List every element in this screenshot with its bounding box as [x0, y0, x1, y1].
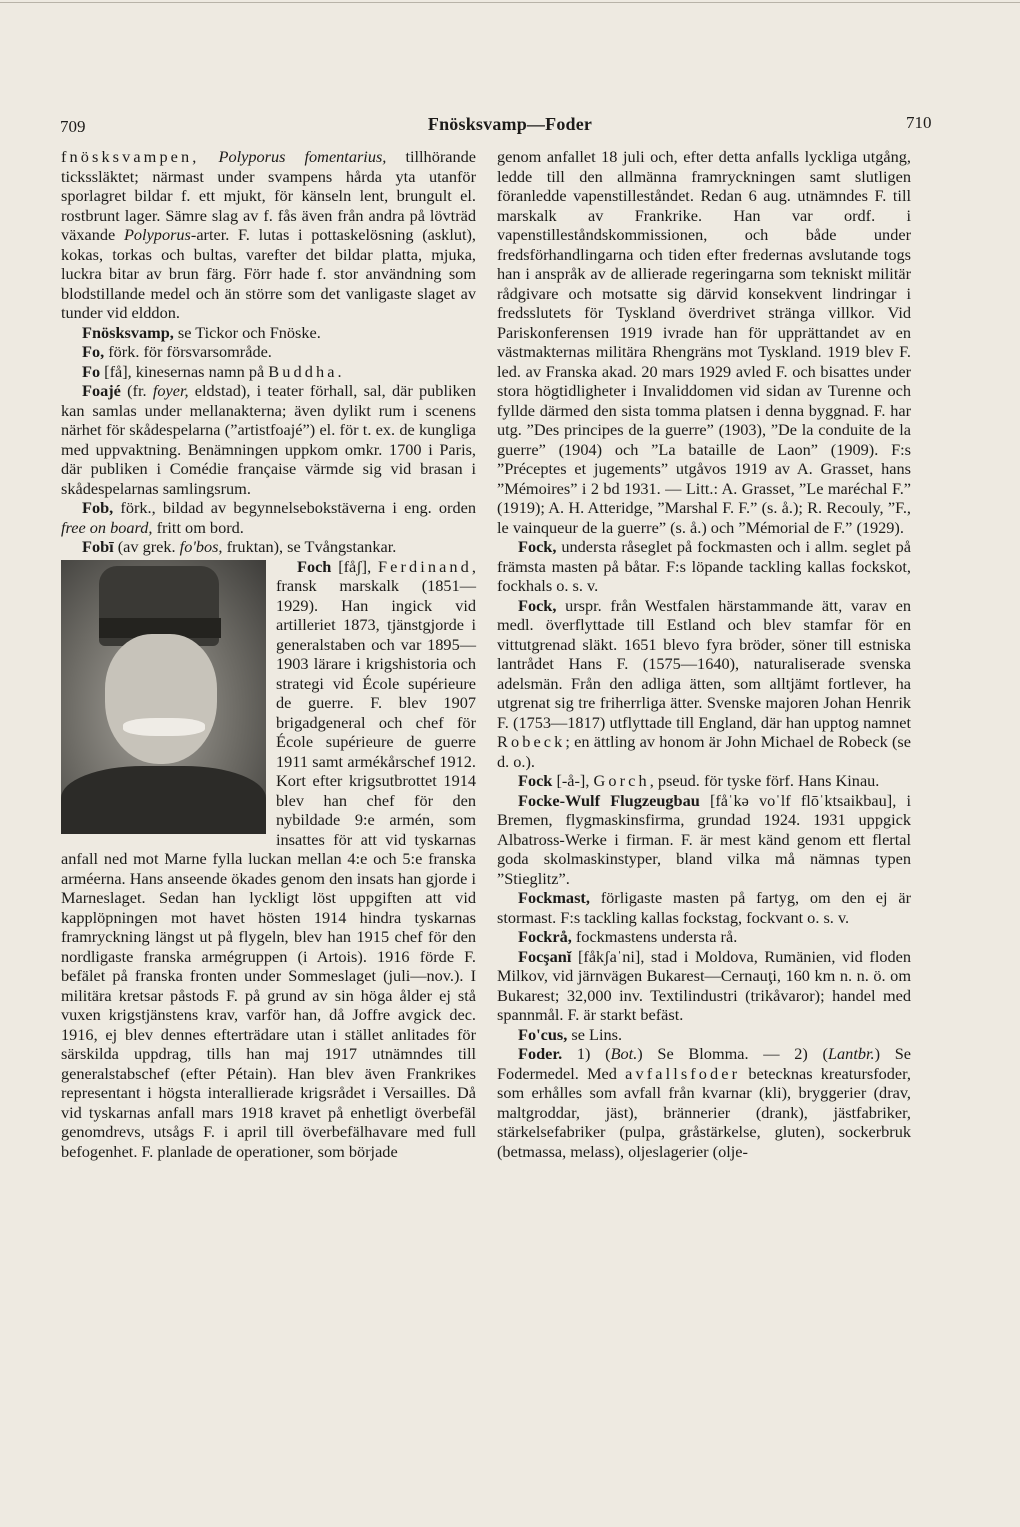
left-column [61, 147, 476, 1161]
entry-foch: Foch [fåʃ], Ferdinand , fransk marskalk (1851—1929). Han ingick vid artilleriet 1873, tjänstgjorde i generalstaben och var 1895—1903 lärare i krigshistoria och strategi vid École supérieure de guerre. F. blev 1907 brigadgeneral och chef för École supérieure de guerre 1911 samt armékårschef 1912. Kort efter krigsutbrottet 1914 blev han chef för den nybildade 9:e armén, som insattes för att vid tyskarnas anfall ned mot Marne fylla luckan mellan 4:e och 5:e franska arméerna. Hans anseende ökades genom den insats han gjorde i Marneslaget. Sedan han lyckligt löst uppgiften att vid kapplöpningen mot havet hösten 1914 hindra tyskarnas framryckning längst ut på flygeln, blev han 1915 chef för den nordligaste franska armégruppen (i Artois). 1916 förde F. befälet på franska fronten under Sommeslaget (juli—nov.). I militära kretsar påstods F. på grund av sin höga ålder ej stå vuxen krigstjänstens krav, varför han, då Joffre avgick dec. 1916, ej blev dennes efterträdare utan i stället anlitades för särskilda uppdrag, tills han maj 1917 utnämndes till generalstabschef (efter Pétain). Han blev även Frankrikes representant i högsta interallierade krigsrådet i Versailles. Då vid tyskarnas anfall mars 1918 kravet på enhetligt överbefäl genomdrevs, utsågs F. i april till överbefälhavare med full befogenhet. F. planlade de operationer, som började [61, 556, 476, 1161]
entry-fo-abbr: Fo, förk. för försvarsområde. [82, 342, 272, 361]
entry-focsani: Focşanĭ [fåkʃaˈni], stad i Moldova, Rumänien, vid floden Milkov, vid järnvägen Bukarest—Cernauţi, 160 km n. n. ö. om Bukarest; 32,000 inv. Textilindustri (trikåvaror); handel med spannmål. F. är starkt befäst. [497, 946, 911, 1024]
entry-fockra: Fockrå, fockmastens understa rå. [518, 927, 738, 946]
entry-fock-gorch: Fock [-å-], Gorch, pseud. för tyske förf. Hans Kinau. [518, 771, 880, 790]
scan-edge-line [0, 2, 1020, 3]
entry-fnosksvamp: Fnösksvamp, se Tickor och Fnöske. [82, 322, 321, 342]
entry-fockmast: Fockmast, förligaste masten på fartyg, om den ej är stormast. F:s tackling kallas fockstag, fockvant o. s. v. [497, 888, 911, 927]
running-head: Fnösksvamp—Foder [427, 114, 593, 134]
entry-fock-family: Fock, urspr. från Westfalen härstammande ätt, varav en medl. överflyttade till Estland och blev stamfar för en vittutgrenad släkt. 1651 blevo fyra bröder, söner till estniska lantrådet Hans F. (1575—1640), naturaliserade svenska adelsmän. Från den adliga ätten, som alltjämt fortlever, ha utgrenat sig tre friherrliga ätter. Svenske majoren Johan Henrik F. (1753—1817) utflyttade till England, där han upptog namnet Robeck; en ättling av honom är John Michael de Robeck (se d. o.). [497, 595, 911, 771]
entry-focke-wulf: Focke-Wulf Flugzeugbau [fåˈkə voˈlf flōˈktsaikbau], i Bremen, flygmaskinsfirma, grundad 1924. 1931 uppgick Albatross-Werke i firman. F. är mest känd genom ett flertal goda skolmaskinstyper, bland vilka må nämnas typen ”Stieglitz”. [497, 790, 911, 888]
entry-focus: Fo'cus, se Lins. [518, 1024, 623, 1044]
entry-fobi: Fobī (av grek. fo'bos, fruktan), se Tvångstankar. [82, 537, 397, 556]
portrait-photo [61, 560, 266, 834]
entry-fock-sail: Fock, understa råseglet på fockmasten och i allm. seglet på främsta masten på båtar. F:s löpande tackling kallas fockskot, fockhals o. s. v. [497, 537, 911, 595]
page-number-left: 709 [60, 117, 86, 136]
entry-foch-cont: genom anfallet 18 juli och, efter detta anfalls lyckliga utgång, ledde till den allmänna framryckningen samt slutligen föranledde vapenstilleståndet. Redan 6 aug. utnämndes F. till marskalk av Frankrike. Han var ordf. i vapenstilleståndskommissionen, och både under fredsförhandlingarna och tiden efter fredernas avslutande togs han i anspråk av de allierade regeringarna som tekniskt militär rådgivare och motsatte sig därvid konsekvent lindringar i fredsslutets för Tyskland överdrivet stränga villkor. Vid Pariskonferensen 1919 ivrade han för upprättandet av en västmakternas militära Rhengräns mot Tyskland. 1919 blev F. led. av Franska akad. 20 mars 1929 avled F. och bisattes under stora högtidligheter i Invaliddomen vid sidan av Turenne och fyllde därmed den sista tomma platsen i denna byggnad. F. har utg. ”Des principes de la guerre” (1903), ”De la conduite de la guerre” (1904) och ”La bataille de Laon” (1909). F:s ”Préceptes et jugements” utgåvos 1919 av A. Grasset, hans ”Mémoires” i 2 bd 1931. — Litt.: A. Grasset, ”Le maréchal F.” (1919); A. H. Atteridge, ”Marshal F. F.” (s. å.); R. Recouly, ”F., le vainqueur de la guerre” (s. å.) och ”Mémorial de F.” (1929). [497, 147, 911, 537]
entry-foder: Foder. 1) (Bot.) Se Blomma. — 2) (Lantbr.) Se Fodermedel. Med avfallsfoder betecknas kreatursfoder, som erhålles som avfall från kvarnar (kli), bryggerier (drav, maltgroddar, jäst), brännerier (drank), jästfabriker, stärkelsefabriker (pulpa, gråstärkelse, gluten), sockerbruk (betmassa, melass), oljeslagerier (olje- [497, 1044, 912, 1161]
page-number-right: 710 [906, 113, 932, 132]
entry-fnosksvamp-cont: fnösksvampen, Polyporus fomentarius, tillhörande tickssläktet; närmast under svampens hårda yta utanför sporlagret bildar f. ett mjukt, för känseln lent, brungult el. rostbrunt lager. Sämre slag av f. fås även från andra på lövträd växande Polyporus-arter. F. lutas i pottaskelösning (asklut), kokas, torkas och bultas, varefter det bildar platta, mjuka, luckra bitar av brun färg. Förr hade f. stor användning som blodstillande medel och än större som det vanligaste slaget av tunder vid elddon. [61, 147, 477, 322]
entry-fob: Fob, förk., bildad av begynnelsebokstäverna i eng. orden free on board, fritt om bord. [61, 498, 476, 537]
entry-foaje: Foajé (fr. foyer, eldstad), i teater förhall, sal, där publiken kan samlas under mellanakterna; även dylikt rum i scenens närhet för skådespelarna (”artistfoajé”) el. för t. ex. de kungliga med uppvaktning. Benämningen uppkom omkr. 1700 i Paris, där publiken i Comédie française värmde sig vid brasan i skådespelarnas samlingsrum. [61, 381, 476, 498]
right-column [497, 147, 911, 1161]
entry-fo: Fo [få], kinesernas namn på Buddha. [82, 361, 342, 381]
